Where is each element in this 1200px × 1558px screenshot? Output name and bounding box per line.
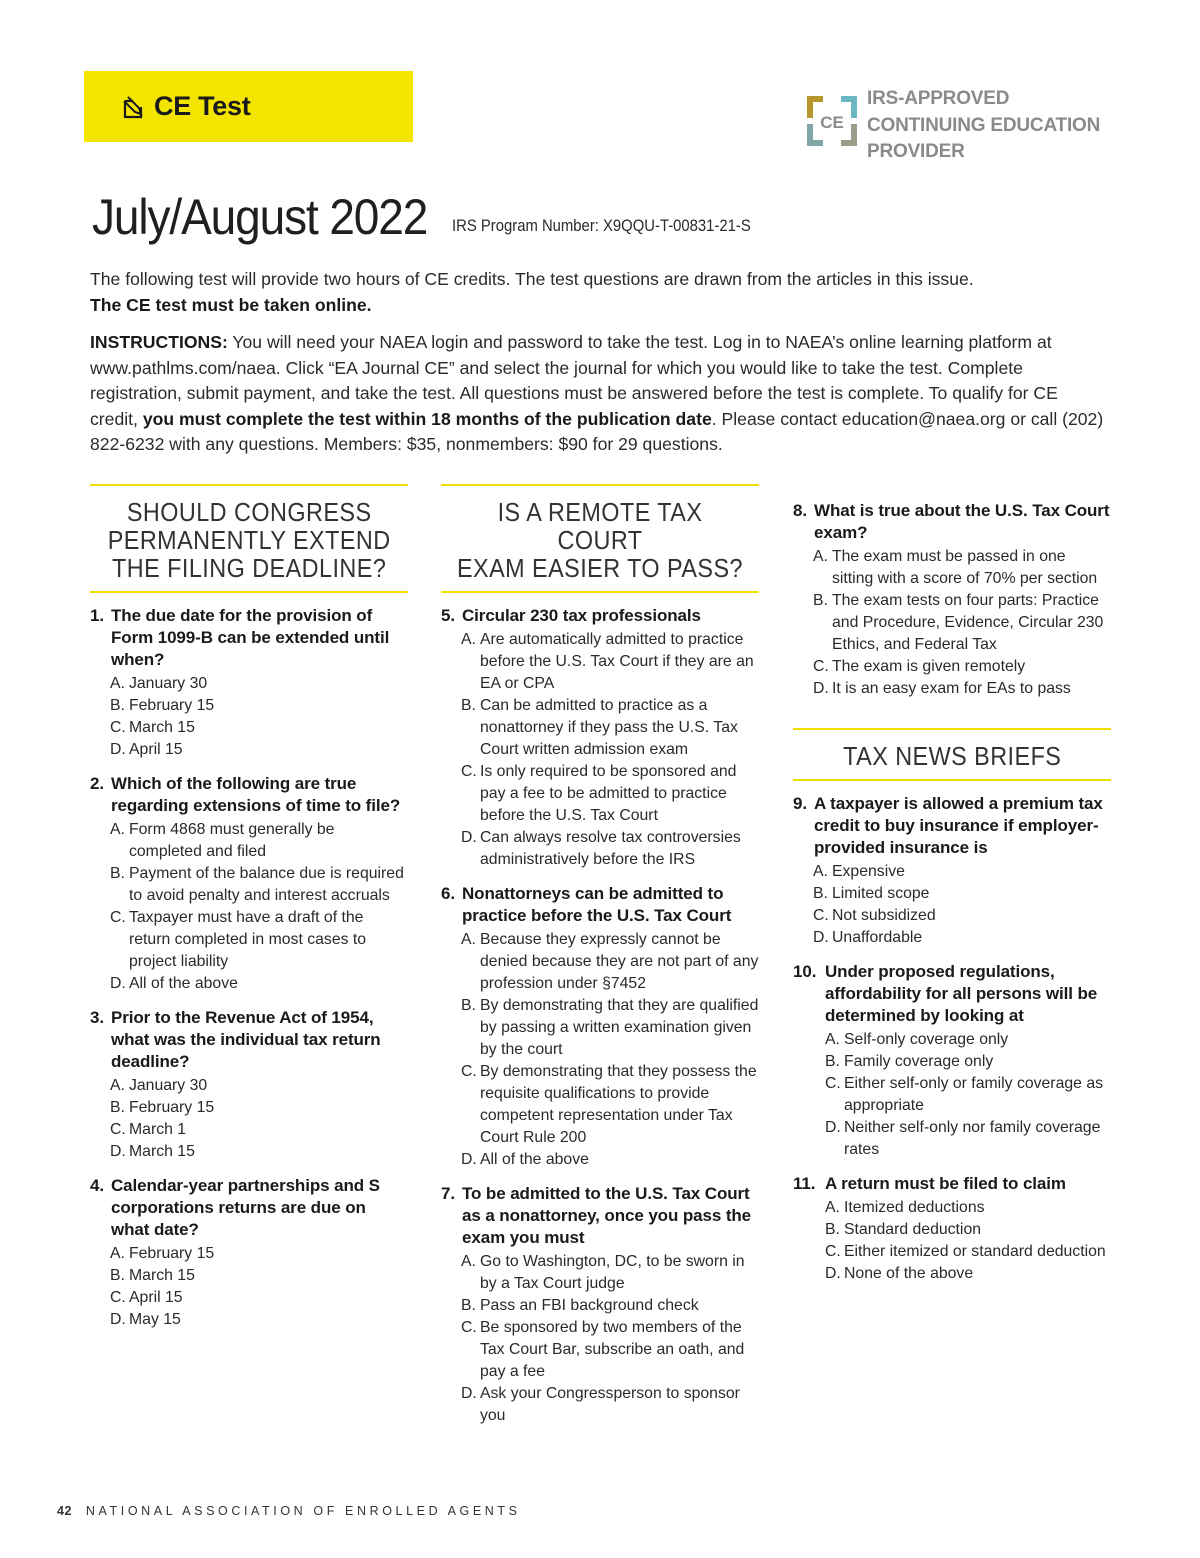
question-number: 9. bbox=[793, 794, 807, 813]
question-text: The due date for the provision of Form 1099-B can be extended until when? bbox=[111, 606, 390, 669]
question-1 bbox=[90, 605, 408, 761]
section-heading-tax-news-briefs bbox=[793, 728, 1111, 781]
answer-option: C. Either self-only or family coverage as appropriate bbox=[825, 1075, 1103, 1114]
ce-provider-logo bbox=[803, 94, 861, 156]
answer-option: A. Form 4868 must generally be completed and filed bbox=[110, 821, 335, 860]
instructions-deadline: you must complete the test within 18 months of the publication date bbox=[142, 408, 712, 429]
question-8 bbox=[793, 500, 1111, 700]
answer-option: A. Itemized deductions bbox=[825, 1199, 985, 1216]
ce-test-badge bbox=[84, 71, 413, 142]
heading-line: TAX NEWS BRIEFS bbox=[842, 741, 1062, 771]
answer-option: B. Can be admitted to practice as a nonattorney if they pass the U.S. Tax Court written admission exam bbox=[461, 697, 738, 758]
logo-ce-text: CE bbox=[820, 113, 844, 132]
answer-option: B. The exam tests on four parts: Practice and Procedure, Evidence, Circular 230 Ethics, and Federal Tax bbox=[813, 592, 1104, 653]
answer-option: D. All of the above bbox=[461, 1151, 589, 1168]
answer-option: B. By demonstrating that they are qualified by passing a written examination given by the court bbox=[461, 997, 759, 1058]
answer-option: A. January 30 bbox=[110, 1077, 208, 1094]
question-2 bbox=[90, 773, 408, 995]
instructions-label: INSTRUCTIONS: bbox=[90, 332, 228, 352]
question-text: Nonattorneys can be admitted to practice before the U.S. Tax Court bbox=[462, 884, 732, 925]
question-number: 1. bbox=[90, 606, 104, 625]
provider-line-3: PROVIDER bbox=[867, 141, 965, 162]
column-2 bbox=[441, 484, 759, 1427]
answer-option: C. Not subsidized bbox=[813, 907, 936, 924]
answer-option: A. Go to Washington, DC, to be sworn in by a Tax Court judge bbox=[461, 1253, 745, 1292]
answer-option: B. Pass an FBI background check bbox=[461, 1297, 699, 1314]
pencil-square-icon bbox=[122, 94, 148, 120]
answer-option: C. Is only required to be sponsored and pay a fee to be admitted to practice before the U.S. Tax Court bbox=[461, 763, 737, 824]
heading-line: PERMANENTLY EXTEND bbox=[107, 525, 391, 555]
question-9 bbox=[793, 793, 1111, 949]
heading-line: THE FILING DEADLINE? bbox=[111, 553, 387, 583]
answer-option: D. Ask your Congressperson to sponsor you bbox=[461, 1385, 740, 1424]
issue-title: July/August 2022 bbox=[92, 189, 428, 245]
answer-option: B. March 15 bbox=[110, 1267, 195, 1284]
answer-option: A. Expensive bbox=[813, 863, 905, 880]
answer-option: D. May 15 bbox=[110, 1311, 181, 1328]
question-text: Which of the following are true regarding extensions of time to file? bbox=[111, 774, 401, 815]
question-list bbox=[793, 500, 1111, 700]
question-6 bbox=[441, 883, 759, 1171]
question-number: 11. bbox=[793, 1174, 816, 1193]
provider-line-1: IRS-APPROVED bbox=[867, 88, 1010, 109]
column-1 bbox=[90, 484, 408, 1331]
page-footer bbox=[57, 1504, 521, 1518]
question-7 bbox=[441, 1183, 759, 1427]
intro-online-note: The CE test must be taken online. bbox=[90, 294, 372, 315]
question-text: A taxpayer is allowed a premium tax credit to buy insurance if employer-provided insurance is bbox=[814, 794, 1103, 857]
answer-option: D. Neither self-only nor family coverage rates bbox=[825, 1119, 1101, 1158]
question-number: 8. bbox=[793, 501, 807, 520]
answer-option: B. Family coverage only bbox=[825, 1053, 994, 1070]
question-list bbox=[90, 605, 408, 1331]
question-text: Circular 230 tax professionals bbox=[462, 606, 701, 625]
heading-line: SHOULD CONGRESS bbox=[126, 497, 372, 527]
answer-option: C. March 15 bbox=[110, 719, 195, 736]
column-3 bbox=[793, 500, 1111, 1285]
question-number: 3. bbox=[90, 1008, 104, 1027]
answer-option: A. February 15 bbox=[110, 1245, 215, 1262]
question-number: 6. bbox=[441, 884, 455, 903]
question-list bbox=[793, 793, 1111, 1285]
answer-option: D. Unaffordable bbox=[813, 929, 923, 946]
answer-option: A. The exam must be passed in one sitting with a score of 70% per section bbox=[813, 548, 1098, 587]
answer-option: B. February 15 bbox=[110, 697, 215, 714]
heading-line: IS A REMOTE TAX COURT bbox=[497, 497, 703, 555]
question-text: Under proposed regulations, affordability for all persons will be determined by looking at bbox=[825, 962, 1098, 1025]
question-number: 5. bbox=[441, 606, 455, 625]
footer-org: NATIONAL ASSOCIATION OF ENROLLED AGENTS bbox=[85, 1504, 521, 1518]
answer-option: C. Either itemized or standard deduction bbox=[825, 1243, 1106, 1260]
badge-label: CE Test bbox=[154, 91, 251, 121]
question-5 bbox=[441, 605, 759, 871]
answer-option: C. Taxpayer must have a draft of the return completed in most cases to project liability bbox=[110, 909, 367, 970]
answer-option: A. Self-only coverage only bbox=[825, 1031, 1009, 1048]
answer-option: B. Payment of the balance due is required to avoid penalty and interest accruals bbox=[110, 865, 404, 904]
question-list bbox=[441, 605, 759, 1427]
question-3 bbox=[90, 1007, 408, 1163]
instructions-paragraph bbox=[90, 330, 1110, 458]
heading-line: EXAM EASIER TO PASS? bbox=[456, 553, 744, 583]
answer-option: D. March 15 bbox=[110, 1143, 195, 1160]
answer-option: D. It is an easy exam for EAs to pass bbox=[813, 680, 1071, 697]
answer-option: D. Can always resolve tax controversies administratively before the IRS bbox=[461, 829, 741, 868]
answer-option: C. By demonstrating that they possess the requisite qualifications to provide competent representation under Tax Court Rule 200 bbox=[461, 1063, 757, 1146]
answer-option: C. The exam is given remotely bbox=[813, 658, 1026, 675]
answer-option: B. February 15 bbox=[110, 1099, 215, 1116]
question-text: Calendar-year partnerships and S corporations returns are due on what date? bbox=[111, 1176, 380, 1239]
provider-text bbox=[867, 86, 1100, 166]
intro-text bbox=[90, 267, 1110, 458]
instructions-text: You will need your NAEA login and password to take the test. Log in to NAEA’s online learning platform at www.pathlms.com/naea. Click “EA Journal CE” and select the journal for which you would like to take the test. Complete registration, submit payment, and take the test. All questions must be answered before the test is complete. To qualify for CE credit, bbox=[90, 332, 1058, 429]
question-number: 7. bbox=[441, 1184, 455, 1203]
section-heading-remote-tax-court bbox=[441, 484, 759, 593]
answer-option: C. April 15 bbox=[110, 1289, 183, 1306]
question-text: A return must be filed to claim bbox=[825, 1174, 1066, 1193]
answer-option: A. Are automatically admitted to practice before the U.S. Tax Court if they are an EA or CPA bbox=[461, 631, 754, 692]
section-heading-filing-deadline bbox=[90, 484, 408, 593]
intro-line-1: The following test will provide two hours of CE credits. The test questions are drawn from the articles in this issue. bbox=[90, 269, 974, 289]
instructions-contact: . Please contact education@naea.org or call (202) 822-6232 with any questions. Members: $35, nonmembers: $90 for 29 questions. bbox=[90, 408, 1104, 454]
irs-approved-provider bbox=[803, 86, 1100, 166]
question-text: To be admitted to the U.S. Tax Court as a nonattorney, once you pass the exam you must bbox=[462, 1184, 752, 1247]
question-text: What is true about the U.S. Tax Court exam? bbox=[814, 501, 1110, 542]
question-number: 2. bbox=[90, 774, 104, 793]
provider-line-2: CONTINUING EDUCATION bbox=[867, 114, 1101, 136]
answer-option: D. None of the above bbox=[825, 1265, 974, 1282]
answer-option: B. Limited scope bbox=[813, 885, 930, 902]
question-number: 4. bbox=[90, 1176, 104, 1195]
question-11 bbox=[793, 1173, 1111, 1285]
answer-option: C. Be sponsored by two members of the Tax Court Bar, subscribe an oath, and pay a fee bbox=[461, 1319, 745, 1380]
program-number: IRS Program Number: X9QQU-T-00831-21-S bbox=[452, 217, 751, 235]
question-text: Prior to the Revenue Act of 1954, what was the individual tax return deadline? bbox=[111, 1008, 381, 1071]
page-number: 42 bbox=[57, 1504, 72, 1518]
answer-option: A. January 30 bbox=[110, 675, 208, 692]
question-4 bbox=[90, 1175, 408, 1331]
question-10 bbox=[793, 961, 1111, 1161]
question-number: 10. bbox=[793, 962, 817, 981]
answer-option: D. All of the above bbox=[110, 975, 238, 992]
answer-option: C. March 1 bbox=[110, 1121, 187, 1138]
answer-option: D. April 15 bbox=[110, 741, 183, 758]
intro-paragraph-1 bbox=[90, 267, 1110, 318]
answer-option: B. Standard deduction bbox=[825, 1221, 982, 1238]
answer-option: A. Because they expressly cannot be denied because they are not part of any profession under §7452 bbox=[461, 931, 759, 992]
